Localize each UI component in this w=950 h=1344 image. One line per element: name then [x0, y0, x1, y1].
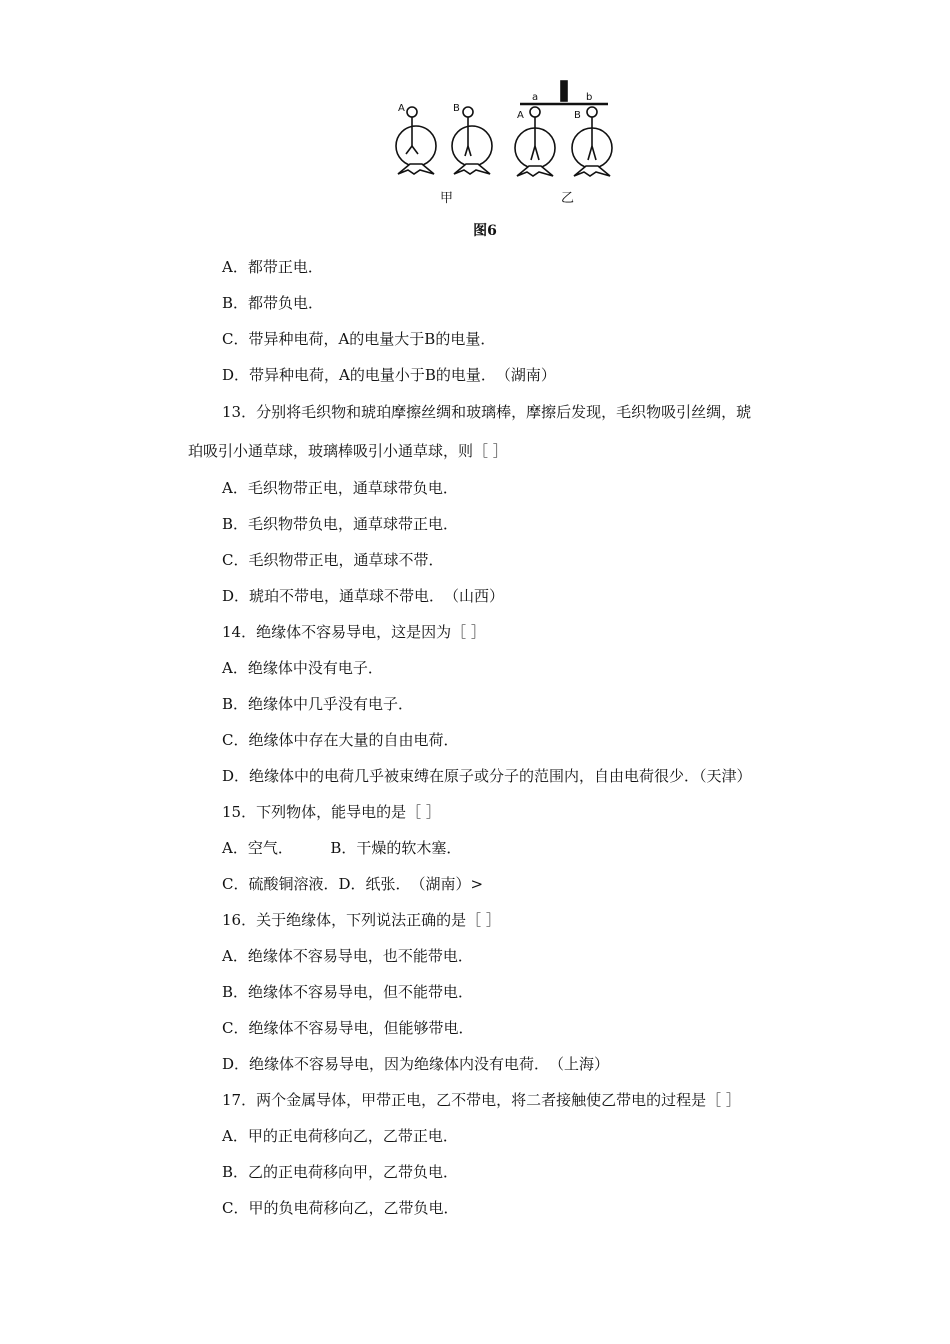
- option-line: B．都带负电．: [222, 294, 324, 312]
- option-line: A．绝缘体不容易导电，也不能带电．: [222, 947, 473, 965]
- option-line: D．绝缘体不容易导电，因为绝缘体内没有电荷． （上海）: [222, 1055, 610, 1073]
- option-line: A．甲的正电荷移向乙，乙带正电．: [222, 1127, 458, 1145]
- rod-label-b: b: [586, 92, 593, 103]
- electroscope-figure: [380, 78, 620, 210]
- label-yi: 乙: [561, 191, 575, 206]
- label-jia: 甲: [440, 191, 454, 206]
- option-line: A．都带正电．: [222, 258, 323, 276]
- option-line: A．空气． B．干燥的软木塞．: [222, 839, 462, 857]
- question-line: 13．分别将毛织物和琥珀摩擦丝绸和玻璃棒，摩擦后发现，毛织物吸引丝绸，琥: [222, 403, 752, 421]
- option-line: C．绝缘体不容易导电，但能够带电．: [222, 1019, 474, 1037]
- ball-label-b-yi: B: [574, 110, 581, 121]
- option-line: D．琥珀不带电，通草球不带电． （山西）: [222, 587, 505, 605]
- ball-label-a-yi: A: [517, 110, 524, 121]
- figure-caption: 图6: [473, 223, 497, 239]
- ball-label-a-jia: A: [398, 103, 405, 114]
- option-line: C．毛织物带正电，通草球不带．: [222, 551, 444, 569]
- electroscope-diagram: [380, 78, 620, 210]
- option-line: D．带异种电荷，A的电量小于B的电量． （湖南）: [222, 366, 556, 384]
- option-line: B．毛织物带负电，通草球带正电．: [222, 515, 459, 533]
- question-line: 15．下列物体，能导电的是［ ］: [222, 803, 441, 821]
- question-line: 珀吸引小通草球，玻璃棒吸引小通草球，则［ ］: [188, 442, 508, 460]
- question-line: 17．两个金属导体，甲带正电，乙不带电，将二者接触使乙带电的过程是［ ］: [222, 1091, 741, 1109]
- option-line: D．绝缘体中的电荷几乎被束缚在原子或分子的范围内，自由电荷很少．（天津）: [222, 767, 752, 785]
- ball-label-b-jia: B: [453, 103, 460, 114]
- option-line: B．绝缘体不容易导电，但不能带电．: [222, 983, 474, 1001]
- option-line: A．毛织物带正电，通草球带负电．: [222, 479, 458, 497]
- question-line: 14．绝缘体不容易导电，这是因为［ ］: [222, 623, 486, 641]
- option-line: C．带异种电荷，A的电量大于B的电量．: [222, 330, 496, 348]
- option-line: C．甲的负电荷移向乙，乙带负电．: [222, 1199, 459, 1217]
- option-line: A．绝缘体中没有电子．: [222, 659, 383, 677]
- option-line: B．乙的正电荷移向甲，乙带负电．: [222, 1163, 459, 1181]
- question-line: 16．关于绝缘体，下列说法正确的是［ ］: [222, 911, 501, 929]
- option-line: C．硫酸铜溶液．D．纸张． （湖南）>: [222, 875, 484, 893]
- option-line: B．绝缘体中几乎没有电子．: [222, 695, 414, 713]
- rod-label-a: a: [532, 92, 539, 103]
- option-line: C．绝缘体中存在大量的自由电荷．: [222, 731, 459, 749]
